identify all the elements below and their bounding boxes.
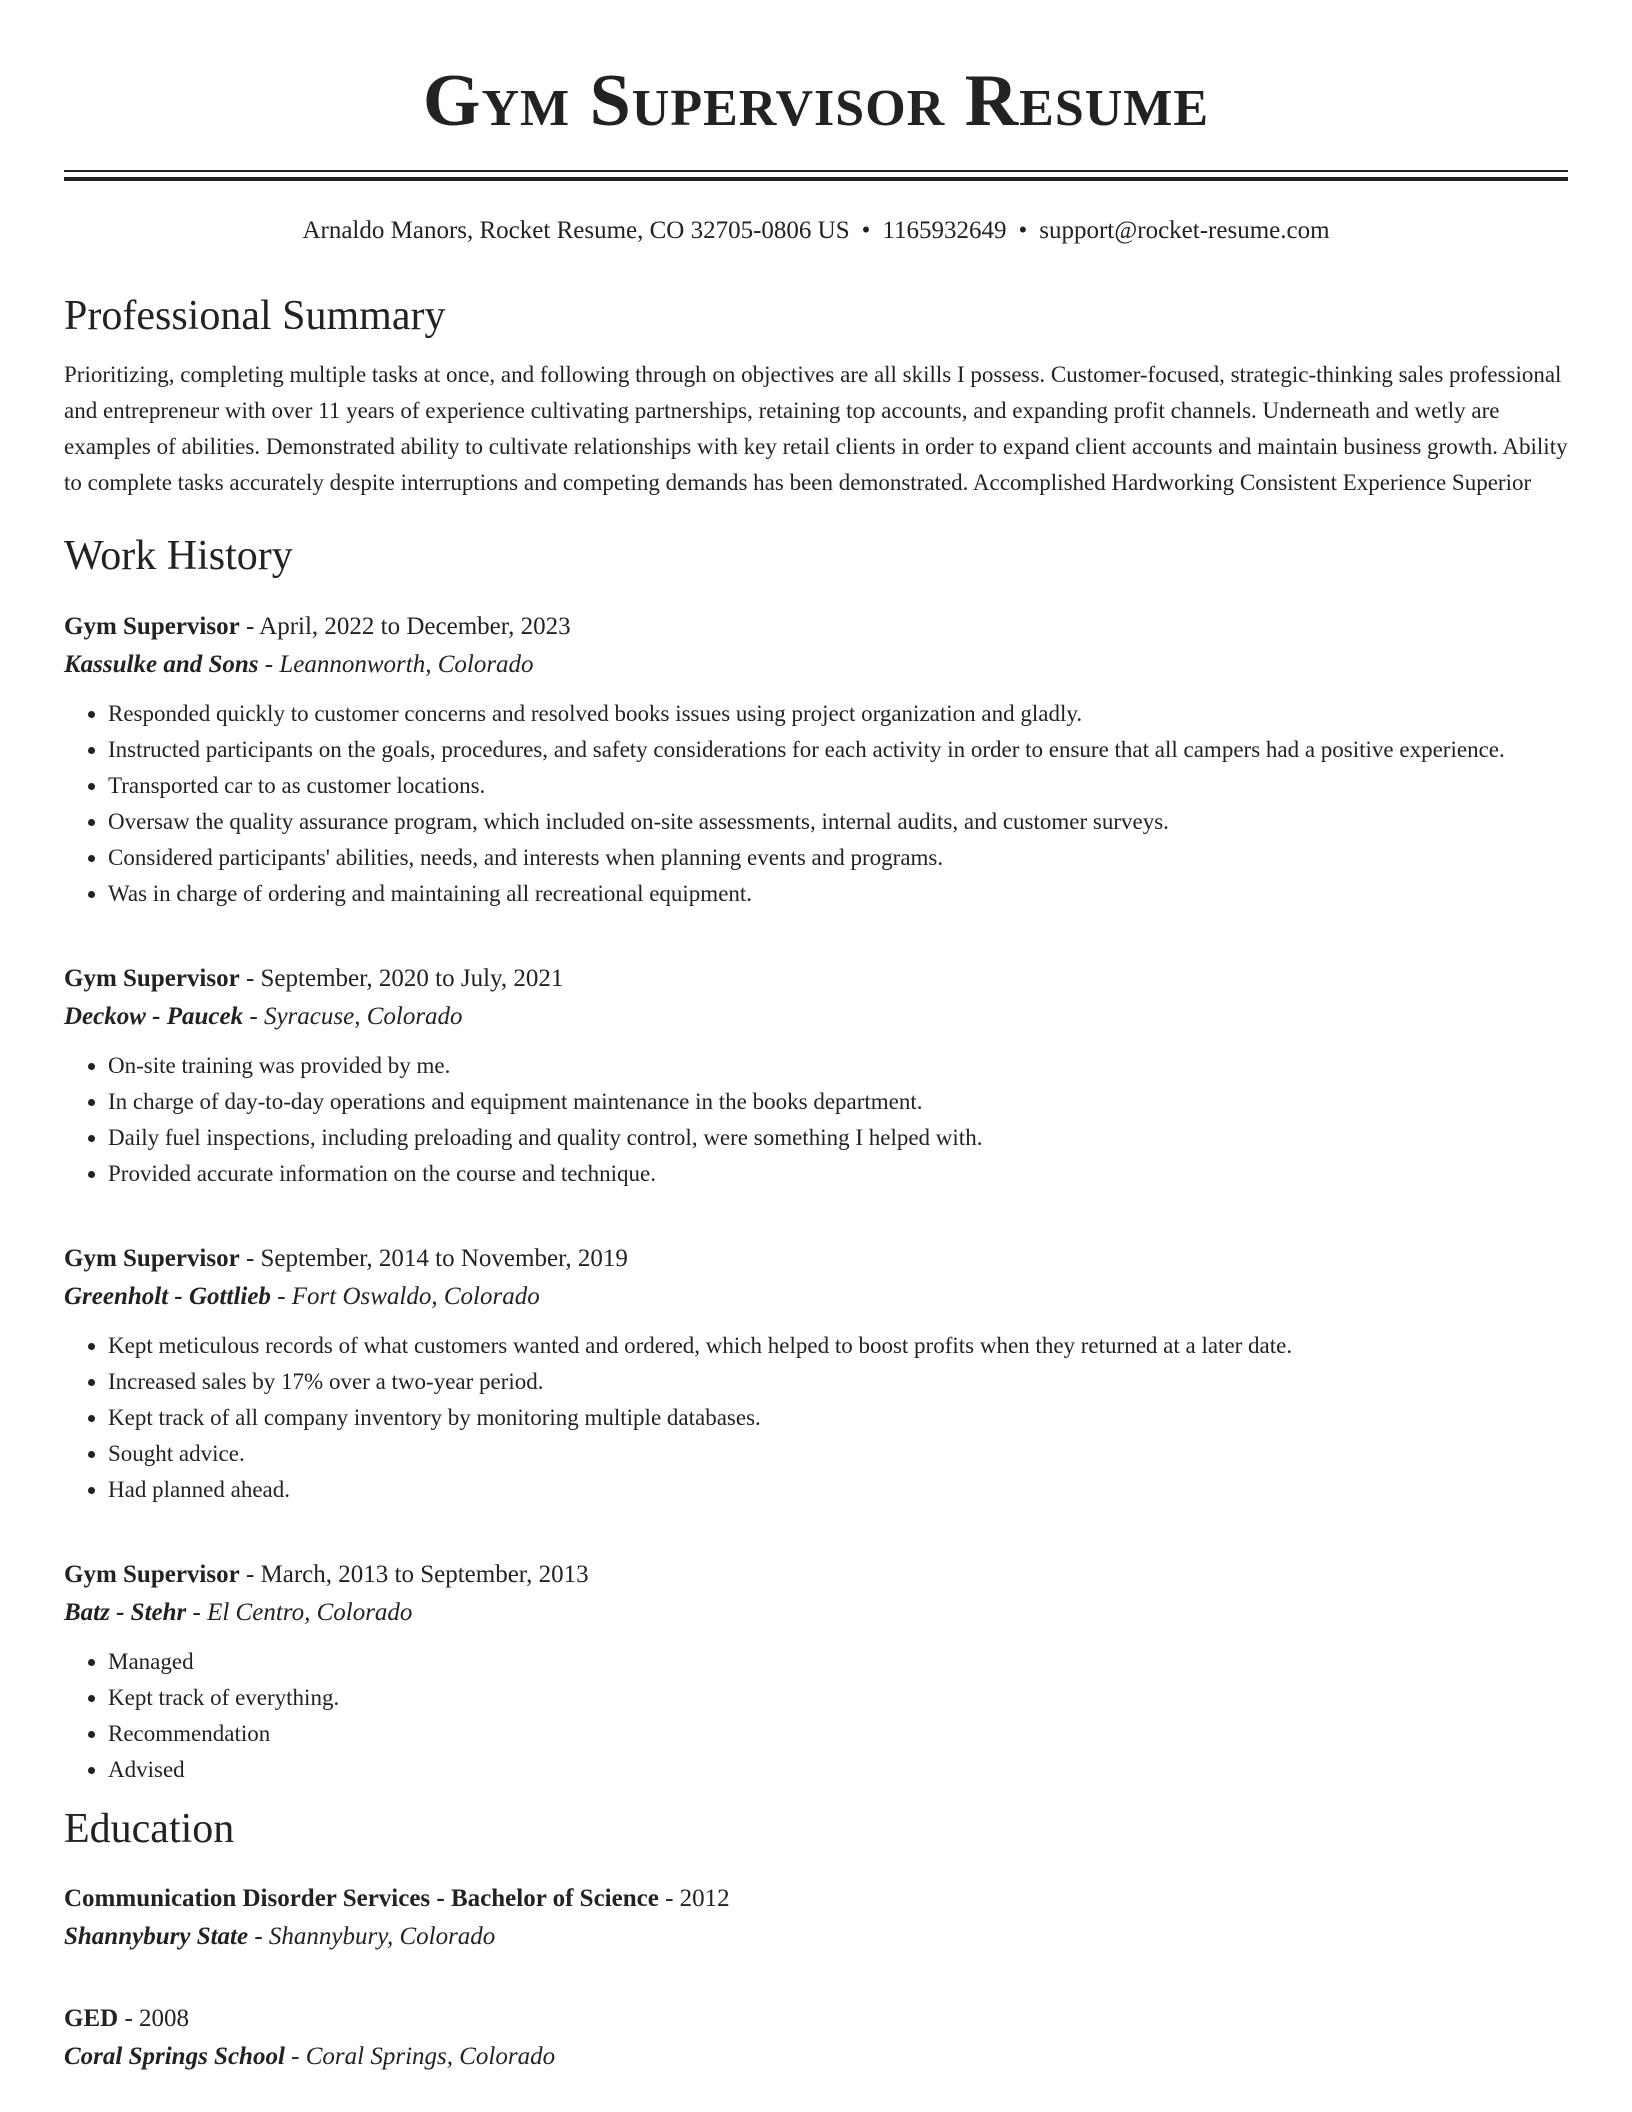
- job-bullet: • Increased sales by 17% over a two-year period.: [108, 1364, 1568, 1400]
- job-bullet: • Sought advice.: [108, 1436, 1568, 1472]
- job-entry: [64, 608, 1568, 912]
- contact-separator: •: [1018, 217, 1028, 244]
- job-bullet: • Was in charge of ordering and maintaining all recreational equipment.: [108, 876, 1568, 912]
- contact-address: Arnaldo Manors, Rocket Resume, CO 32705-0806 US: [302, 217, 850, 244]
- job-dates: - March, 2013 to September, 2013: [239, 1560, 589, 1588]
- summary-text: Prioritizing, completing multiple tasks at once, and following through on objectives are all skills I possess. Customer-focused, strategic-thinking sales professional and entrepreneur with over 11 years of experience cultivating partnerships, retaining top accounts, and expanding profit channels. Underneath and wetly are examples of abilities. Demonstrated ability to cultivate relationships with key retail clients in order to expand client accounts and maintain business growth. Ability to complete tasks accurately despite interruptions and competing demands has been demonstrated. Accomplished Hardworking Consistent Experience Superior: [64, 362, 1568, 496]
- education-degree: Communication Disorder Services - Bachelor of Science: [64, 1885, 659, 1913]
- job-entry: [64, 1240, 1568, 1508]
- job-company: Kassulke and Sons: [64, 650, 259, 678]
- job-role: Gym Supervisor: [64, 964, 240, 992]
- job-bullets: [64, 1048, 1568, 1192]
- contact-line: [64, 217, 1568, 245]
- summary-heading: Professional Summary: [64, 293, 446, 339]
- job-bullets: [64, 696, 1568, 912]
- job-location: - El Centro, Colorado: [186, 1598, 413, 1626]
- job-bullet: • Had planned ahead.: [108, 1472, 1568, 1508]
- education-location: - Shannybury, Colorado: [248, 1923, 496, 1951]
- work-history-list: [64, 608, 1568, 1788]
- work-history-heading: Work History: [64, 533, 293, 580]
- job-bullet: • In charge of day-to-day operations and equipment maintenance in the books department.: [108, 1084, 1568, 1120]
- job-company: Batz - Stehr: [64, 1598, 187, 1626]
- education-heading: Education: [64, 1805, 235, 1852]
- education-school: Coral Springs School: [64, 2043, 285, 2071]
- job-bullet: • Transported car to as customer locations.: [108, 768, 1568, 804]
- job-bullet: • On-site training was provided by me.: [108, 1048, 1568, 1084]
- education-year: - 2012: [658, 1885, 730, 1913]
- title-divider: [64, 170, 1568, 181]
- job-bullet: • Kept meticulous records of what customers wanted and ordered, which helped to boost profits when they returned at a later date.: [108, 1328, 1568, 1364]
- job-dates: - September, 2020 to July, 2021: [239, 964, 564, 992]
- job-dates: - September, 2014 to November, 2019: [239, 1244, 628, 1272]
- job-bullets: [64, 1328, 1568, 1508]
- job-bullet: • Instructed participants on the goals, procedures, and safety considerations for each activity in order to ensure that all campers had a positive experience.: [108, 732, 1568, 768]
- job-bullet: • Provided accurate information on the course and technique.: [108, 1156, 1568, 1192]
- education-entry: [64, 2000, 1568, 2076]
- education-year: - 2008: [118, 2005, 190, 2033]
- job-role: Gym Supervisor: [64, 1244, 240, 1272]
- contact-separator: •: [861, 217, 871, 244]
- job-company: Greenholt - Gottlieb: [64, 1282, 271, 1310]
- job-bullet: • Oversaw the quality assurance program, which included on-site assessments, internal audits, and customer surveys.: [108, 804, 1568, 840]
- page-title: Gym Supervisor Resume: [422, 60, 1210, 142]
- job-role: Gym Supervisor: [64, 612, 240, 640]
- contact-phone: 1165932649: [882, 217, 1007, 244]
- job-location: - Fort Oswaldo, Colorado: [270, 1282, 540, 1310]
- education-location: - Coral Springs, Colorado: [284, 2043, 556, 2071]
- job-bullet: • Kept track of all company inventory by monitoring multiple databases.: [108, 1400, 1568, 1436]
- job-bullet: • Kept track of everything.: [108, 1680, 1568, 1716]
- job-dates: - April, 2022 to December, 2023: [239, 612, 571, 640]
- education-degree: GED: [64, 2005, 119, 2033]
- job-bullet: • Advised: [108, 1752, 1568, 1788]
- job-bullet: • Daily fuel inspections, including preloading and quality control, were something I helped with.: [108, 1120, 1568, 1156]
- contact-email: support@rocket-resume.com: [1039, 217, 1330, 244]
- job-bullet: • Recommendation: [108, 1716, 1568, 1752]
- job-bullet: • Considered participants' abilities, needs, and interests when planning events and programs.: [108, 840, 1568, 876]
- job-role: Gym Supervisor: [64, 1560, 240, 1588]
- job-location: - Leannonworth, Colorado: [258, 650, 534, 678]
- job-bullet: • Managed: [108, 1644, 1568, 1680]
- job-location: - Syracuse, Colorado: [243, 1002, 463, 1030]
- resume-page: [64, 0, 1568, 2076]
- job-bullet: • Responded quickly to customer concerns and resolved books issues using project organization and gladly.: [108, 696, 1568, 732]
- education-entry: [64, 1880, 1568, 1956]
- education-school: Shannybury State: [64, 1923, 249, 1951]
- job-company: Deckow - Paucek: [64, 1002, 244, 1030]
- job-bullets: [64, 1644, 1568, 1788]
- job-entry: [64, 1556, 1568, 1788]
- job-entry: [64, 960, 1568, 1192]
